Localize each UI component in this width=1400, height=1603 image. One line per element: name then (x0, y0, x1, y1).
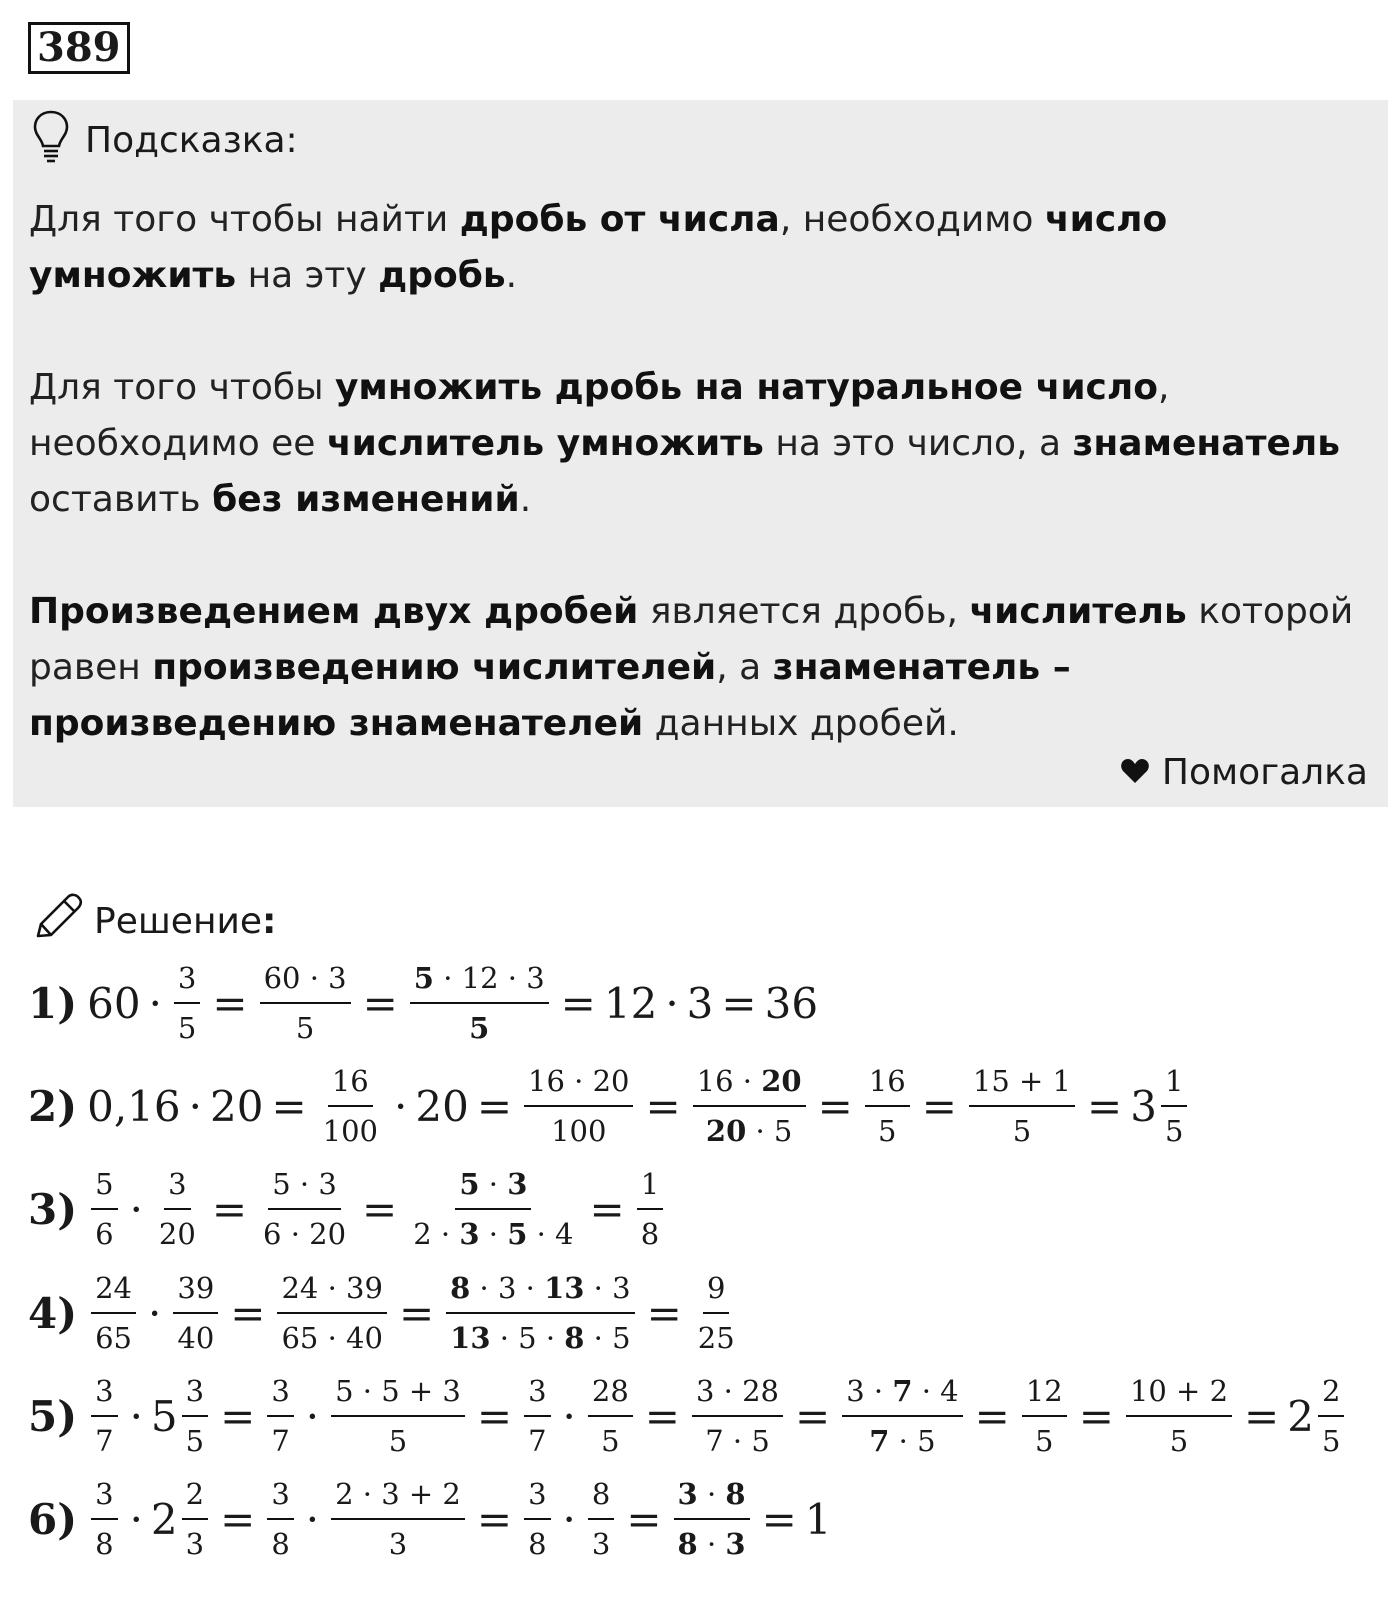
hint-text-run: является дробь, (638, 591, 970, 632)
denominator: 7 (95, 1424, 114, 1458)
numerator: 3 · 8 (674, 1474, 750, 1520)
denominator: 20 · 5 (705, 1114, 793, 1148)
operator: = (212, 978, 248, 1028)
operator: = (761, 1494, 797, 1544)
numerator: 24 · 39 (277, 1268, 386, 1314)
denominator: 5 (388, 1424, 408, 1458)
operator: · (129, 1391, 143, 1441)
operator: · (305, 1391, 320, 1441)
fraction (969, 1061, 1075, 1151)
operator: = (230, 1288, 266, 1338)
fraction (1126, 1371, 1232, 1461)
operator: = (817, 1081, 853, 1131)
numerator: 3 · 28 (692, 1371, 783, 1417)
operator: = (1078, 1391, 1114, 1441)
denominator: 7 (271, 1424, 290, 1458)
denominator: 5 (601, 1424, 620, 1458)
solution-header (30, 890, 276, 953)
fraction (155, 1164, 200, 1254)
operator: = (644, 1391, 680, 1441)
operator: · (129, 1494, 143, 1544)
numerator: 2 (1318, 1371, 1344, 1417)
operator: = (560, 978, 596, 1028)
term: 0,16 (87, 1081, 181, 1131)
denominator: 40 (177, 1321, 215, 1355)
denominator: 5 (185, 1424, 205, 1458)
denominator: 2 · 3 · 5 · 4 (413, 1217, 574, 1251)
denominator: 6 (95, 1217, 114, 1251)
operator: · (188, 1081, 202, 1131)
fraction (267, 1371, 293, 1461)
hint-bold-text: без изменений (212, 479, 520, 520)
lightbulb-icon (31, 108, 71, 173)
step-number: 2) (28, 1081, 78, 1131)
numerator: 3 (182, 1371, 208, 1417)
numerator: 5 (91, 1164, 117, 1210)
denominator: 5 (295, 1011, 315, 1045)
operator: = (974, 1391, 1010, 1441)
hint-text (29, 192, 1369, 808)
fraction (91, 1268, 136, 1358)
numerator: 9 (703, 1268, 729, 1314)
numerator: 16 (328, 1061, 373, 1107)
fraction (588, 1371, 633, 1461)
fraction (1022, 1371, 1067, 1461)
operator: = (476, 1494, 513, 1544)
operator: = (220, 1494, 256, 1544)
fraction (524, 1061, 633, 1151)
numerator: 3 · 7 · 4 (842, 1371, 962, 1417)
operator: = (626, 1494, 662, 1544)
numerator: 10 + 2 (1126, 1371, 1232, 1417)
hint-text-run: , необходимо (779, 199, 1045, 240)
signature (1120, 752, 1368, 793)
numerator: 3 (524, 1474, 550, 1520)
numerator: 1 (637, 1164, 663, 1210)
hint-text-run: Для того чтобы найти (29, 199, 460, 240)
fraction (674, 1474, 750, 1564)
operator: = (220, 1391, 256, 1441)
hint-text-run: на это число, а (763, 423, 1073, 464)
solution-line (28, 1268, 743, 1358)
denominator: 7 (528, 1424, 547, 1458)
numerator: 39 (173, 1268, 218, 1314)
operator: = (476, 1391, 513, 1441)
numerator: 1 (1161, 1061, 1187, 1107)
hint-bold-text: умножить дробь на натуральное число (334, 367, 1158, 408)
step-number: 6) (28, 1494, 78, 1544)
numerator: 2 · 3 + 2 (331, 1474, 465, 1520)
hint-text-run: , а (716, 647, 773, 688)
hint-paragraph (29, 192, 1369, 304)
fraction (693, 1061, 806, 1151)
fraction (173, 1268, 218, 1358)
fraction (694, 1268, 739, 1358)
hint-bold-text: дробь (378, 255, 506, 296)
denominator: 3 (388, 1527, 408, 1561)
operator: = (398, 1288, 435, 1338)
hint-text-run: данных дробей. (643, 703, 959, 744)
hint-header (31, 108, 298, 173)
denominator: 65 (95, 1321, 133, 1355)
fraction (865, 1061, 910, 1151)
numerator: 24 (91, 1268, 136, 1314)
operator: = (271, 1081, 307, 1131)
solution-line (28, 1061, 1191, 1151)
operator: · (394, 1081, 408, 1131)
numerator: 12 (1022, 1371, 1067, 1417)
fraction (524, 1474, 550, 1564)
numerator: 5 · 12 · 3 (410, 958, 549, 1004)
operator: · (148, 978, 162, 1028)
denominator: 7 · 5 (705, 1424, 770, 1458)
hint-text-run: на эту (236, 255, 379, 296)
numerator: 3 (524, 1371, 550, 1417)
fraction (259, 1164, 350, 1254)
denominator: 100 (551, 1114, 607, 1148)
fraction (842, 1371, 962, 1461)
denominator: 5 (177, 1011, 197, 1045)
hint-text-run: . (519, 479, 532, 520)
operator: = (1244, 1391, 1280, 1441)
fraction (637, 1164, 663, 1254)
numerator: 3 (91, 1371, 117, 1417)
operator: · (305, 1494, 320, 1544)
operator: · (562, 1494, 576, 1544)
denominator: 65 · 40 (281, 1321, 383, 1355)
solution-title: Решение: (94, 901, 277, 942)
heart-icon (1120, 752, 1150, 793)
denominator: 6 · 20 (263, 1217, 347, 1251)
denominator: 8 · 3 (677, 1527, 746, 1561)
fraction (331, 1371, 465, 1461)
hint-bold-text: числитель (969, 591, 1187, 632)
numerator: 60 · 3 (260, 958, 351, 1004)
denominator: 5 (1169, 1424, 1189, 1458)
fraction (91, 1164, 117, 1254)
numerator: 3 (174, 958, 200, 1004)
operator: = (362, 978, 398, 1028)
fraction (1161, 1061, 1187, 1151)
term: 5 (150, 1391, 178, 1441)
operator: · (562, 1391, 576, 1441)
term: 2 (150, 1494, 178, 1544)
fraction (410, 958, 549, 1048)
fraction (1318, 1371, 1344, 1461)
fraction (277, 1268, 386, 1358)
signature-text: Помогалка (1161, 752, 1368, 793)
hint-paragraph (29, 584, 1369, 752)
fraction (182, 1371, 208, 1461)
fraction (174, 958, 200, 1048)
denominator: 20 (158, 1217, 196, 1251)
hint-box (13, 100, 1388, 807)
term: 20 (209, 1081, 264, 1131)
denominator: 8 (271, 1527, 290, 1561)
operator: = (1087, 1081, 1123, 1131)
fraction (692, 1371, 783, 1461)
term: 12 (603, 978, 658, 1028)
hint-bold-text: число умножить (29, 199, 1168, 296)
numerator: 3 (164, 1164, 190, 1210)
denominator: 13 · 5 · 8 · 5 (450, 1321, 631, 1355)
term: 3 (686, 978, 714, 1028)
denominator: 5 (469, 1011, 490, 1045)
step-number: 3) (28, 1184, 78, 1234)
hint-text-run: оставить (29, 479, 213, 520)
operator: · (148, 1288, 162, 1338)
denominator: 8 (528, 1527, 547, 1561)
hint-bold-text: знаменатель – произведению знаменателей (29, 647, 1071, 744)
term: 1 (804, 1494, 832, 1544)
denominator: 100 (322, 1114, 378, 1148)
hint-bold-text: знаменатель (1072, 423, 1340, 464)
hint-title: Подсказка: (85, 120, 298, 161)
operator: = (721, 978, 757, 1028)
numerator: 3 (91, 1474, 117, 1520)
fraction (260, 958, 351, 1048)
term: 60 (87, 978, 141, 1028)
numerator: 3 (267, 1371, 293, 1417)
step-number: 5) (28, 1391, 78, 1441)
fraction (588, 1474, 614, 1564)
fraction (91, 1371, 117, 1461)
denominator: 3 (185, 1527, 205, 1561)
numerator: 5 · 5 + 3 (331, 1371, 465, 1417)
numerator: 8 · 3 · 13 · 3 (446, 1268, 634, 1314)
fraction (319, 1061, 382, 1151)
term: 36 (764, 978, 819, 1028)
fraction (91, 1474, 117, 1564)
numerator: 15 + 1 (969, 1061, 1075, 1107)
hint-bold-text: произведению числителей (152, 647, 717, 688)
hint-text-run: Для того чтобы (29, 367, 335, 408)
hint-bold-text: числитель умножить (326, 423, 764, 464)
task-number: 389 (28, 22, 130, 74)
numerator: 2 (182, 1474, 208, 1520)
hint-text-run: , необходимо ее (29, 367, 1170, 464)
numerator: 16 · 20 (524, 1061, 633, 1107)
denominator: 5 (1012, 1114, 1032, 1148)
term: 3 (1130, 1081, 1157, 1131)
hint-text-run: которой равен (29, 591, 1354, 688)
denominator: 7 · 5 (869, 1424, 936, 1458)
denominator: 25 (697, 1321, 735, 1355)
denominator: 5 (1321, 1424, 1341, 1458)
operator: = (589, 1184, 625, 1234)
hint-paragraph (29, 360, 1369, 528)
operator: = (645, 1081, 681, 1131)
term: 20 (415, 1081, 469, 1131)
numerator: 3 (267, 1474, 293, 1520)
fraction (331, 1474, 465, 1564)
solution-line (28, 958, 818, 1048)
numerator: 16 (865, 1061, 910, 1107)
solution-line (28, 1474, 832, 1564)
step-number: 1) (28, 978, 78, 1028)
denominator: 3 (591, 1527, 611, 1561)
hint-bold-text: Произведением двух дробей (29, 591, 639, 632)
fraction (267, 1474, 293, 1564)
denominator: 8 (95, 1527, 114, 1561)
operator: · (129, 1184, 143, 1234)
operator: = (476, 1081, 513, 1131)
denominator: 5 (1164, 1114, 1184, 1148)
numerator: 5 · 3 (455, 1164, 531, 1210)
numerator: 8 (588, 1474, 614, 1520)
hint-bold-text: дробь от числа (459, 199, 780, 240)
denominator: 5 (1035, 1424, 1054, 1458)
numerator: 5 · 3 (268, 1164, 341, 1210)
solution-line (28, 1371, 1348, 1461)
pencil-icon (30, 890, 84, 953)
operator: = (921, 1081, 957, 1131)
step-number: 4) (28, 1288, 78, 1338)
hint-text-run: . (505, 255, 518, 296)
operator: = (211, 1184, 248, 1234)
fraction (409, 1164, 577, 1254)
denominator: 8 (640, 1217, 660, 1251)
fraction (182, 1474, 208, 1564)
denominator: 5 (878, 1114, 897, 1148)
operator: = (362, 1184, 398, 1234)
term: 2 (1287, 1391, 1314, 1441)
numerator: 28 (588, 1371, 633, 1417)
numerator: 16 · 20 (693, 1061, 806, 1107)
fraction (446, 1268, 634, 1358)
fraction (524, 1371, 550, 1461)
operator: = (646, 1288, 682, 1338)
operator: · (665, 978, 679, 1028)
operator: = (795, 1391, 831, 1441)
solution-line (28, 1164, 667, 1254)
